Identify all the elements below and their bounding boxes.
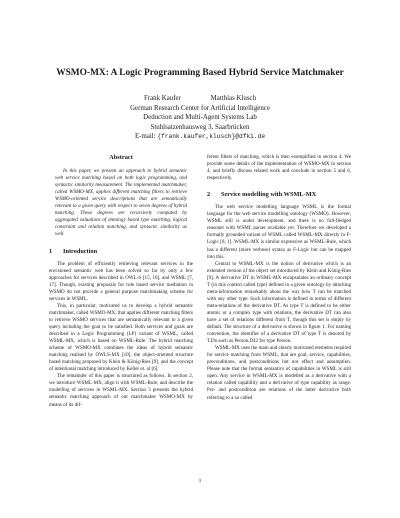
abstract-heading: Abstract — [109, 154, 133, 161]
section-number: 1 — [49, 247, 53, 255]
author-name: Matthias Klusch — [210, 95, 257, 102]
email-label: E-mail: — [134, 133, 156, 141]
abstract-text: In this paper, we present an approach to hybrid semantic web service matching based on both logic programming, and syntactic similarity measurement. The implemented matchmaker, called WSMO-MX, applies different matching filters to retrieve WSMO-oriented service descriptions that are semantically relevant to a given query with respect to seven degrees of hybrid matching. These degrees are recursively computed by aggregated valuations of ontology based type matching, logical constraint and relation matching, and syntactic similarity as well. — [55, 168, 187, 238]
paper-title: WSMO-MX: A Logic Programming Based Hybrid Service Matchmaker — [56, 68, 344, 78]
body-paragraph: WSML-MX uses the main and clearly motivated elements required for service matching from WSML, that are goal, service, capabilities, preconditions, and postconditions but not effect and assumption. Please note that the formal semantics of capabilities in WSML is still open. Any service in WSML-MX is modelled as a derivative with a relation called capability and a derivative of type capability as range. Pre- and postcondition are relations of the latter derivative both referring to a so called — [207, 345, 351, 401]
section-heading — [49, 248, 193, 255]
affiliation-line: German Research Center for Artificial Intelligence — [130, 104, 270, 112]
body-paragraph: The remainder of this paper is structured as follows. In section 2, we introduce WSML-MX, align it with WSML-Rule, and describe the modelling of services in WSML-MX. Section 3 presents the hybrid semantic matching approach of our matchmaker WSMO-MX by means of its dif- — [49, 373, 193, 408]
section-title: Service modelling with WSML-MX — [221, 191, 317, 199]
author-name: Frank Kaufer — [143, 95, 181, 102]
section-heading — [207, 191, 351, 198]
affiliation-line: Stuhlsatzenhausweg 3, Saarbrücken — [150, 123, 250, 131]
section-title: Introduction — [63, 247, 98, 255]
body-paragraph: Central to WSML-MX is the notion of derivative which is an extended version of the object set introduced by Klein and König-Ries [9]. A derivative DT in WSML-MX encapsulates an ordinary concept T (in this context called type) defined in a given ontology by attaching meta-information remarkably about the way how T can be matched with any other type. Such information is defined in terms of different meta-relations of the derivative DT. As type T is defined to be either atomic or a complex type with relations, the derivative DT can also have a set of relations different from T, though this set is empty by default. The structure of a derivative is shown in figure 1. For naming convention, the identifier of a derivative DT of type T is denoted by T.Dn such as Person.D42 for type Person. — [207, 260, 351, 345]
body-paragraph: The problem of efficiently retrieving relevant services in the envisioned semantic web has been solved so far by only a few approaches for services described in OWL-S [15, 10], and WSML [7, 17]. Though, existing proposals for rule based service mediation in WSMO do not provide a general purpose matchmaking scheme for services in WSML. — [49, 260, 193, 302]
body-paragraph: ferent filters of matching, which is then exemplified in section 4. We provide some details of the implementation of WSMO-MX in section 4, and briefly discuss related work and conclude in section 5 and 6, respectively. — [207, 154, 351, 182]
page-number: 1 — [198, 478, 202, 484]
right-column — [207, 154, 351, 402]
body-paragraph: This, in particular, motivated us to develop a hybrid semantic matchmaker, called WSMO-MX, that applies different matching filters to retrieve WSMO services that are semantically relevant to a given query including the goal to be satisfied. Both services and goals are described in a Logic Programming (LP) variant of WSML, called WSML-MX, which is based on WSML-Rule. The hybrid matching scheme of WSMO-MX combines the ideas of hybrid semantic matching realised by OWLS-MX [10], the object-oriented structure based matching proposed by Klein & König-Ries [9], and the concept of intentional matching introduced by Keller et. al [6]. — [49, 302, 193, 373]
email-address: {frank.kaufer,klusch}@dfki.de — [157, 133, 266, 141]
email-line — [0, 132, 400, 142]
affiliation-line: Deduction and Multi-Agent Systems Lab — [143, 114, 257, 122]
section-number: 2 — [207, 191, 211, 199]
left-column — [49, 154, 193, 409]
author-names — [0, 94, 400, 104]
body-paragraph: The web service modelling language WSML is the formal language for the web service modelling ontology (WSMO). However, WSML still is under development, and there is no full-fledged reasoner with WSML parser available yet. Therefore we developed a formally grounded variant of WSML called WSML-MX directly in F-Logic [8, 1]. WSML-MX is similar expressive as WSML-Rule, which has a different (more verbose) syntax as F-Logic but can be mapped into this. — [207, 204, 351, 260]
author-block — [0, 94, 400, 142]
